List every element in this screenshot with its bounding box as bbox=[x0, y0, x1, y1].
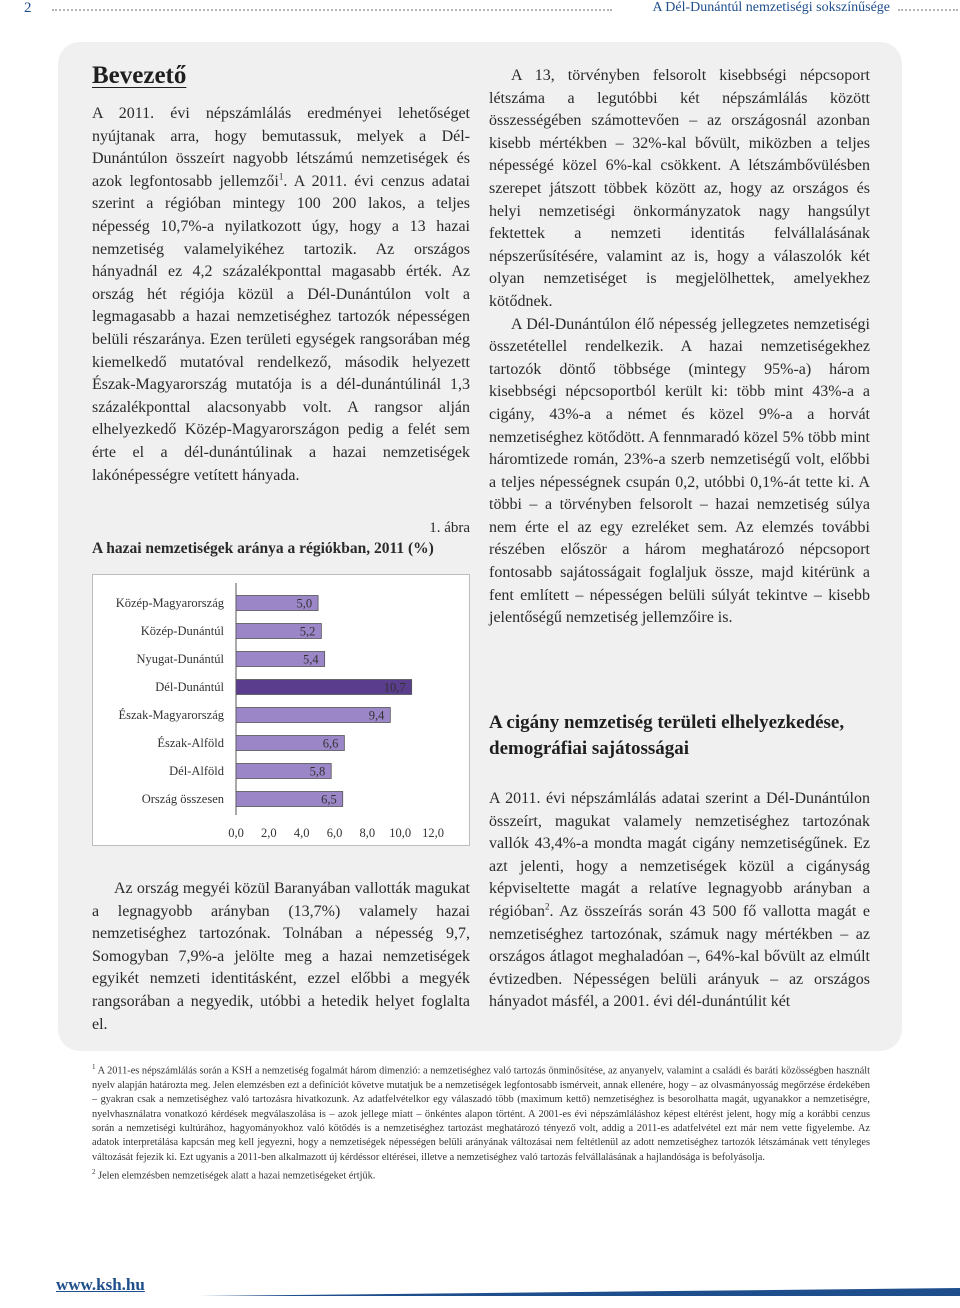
data-value-label: 5,0 bbox=[296, 596, 313, 611]
data-bar bbox=[236, 708, 390, 723]
roma-text-b: . Az összeírás során 43 500 fő vallotta magát e nemzetiséghez tartozónak, számuk nagy mértékben – az országos átlagot meghaladóan –, 64%-kal bővült az elmúlt évtizedben. Népességen belüli arányuk – az országos hányadot másfél, a 2001. évi dél-dunántúlit két bbox=[489, 902, 870, 1011]
data-value-label: 5,4 bbox=[303, 652, 319, 667]
footnote-2 bbox=[92, 1165, 870, 1184]
category-label: Nyugat-Dunántúl bbox=[136, 652, 224, 666]
footnote-1-mark: 1 bbox=[92, 1063, 96, 1071]
footnote-ref-2[interactable]: 2 bbox=[544, 901, 550, 912]
category-label: Dél-Alföld bbox=[169, 764, 224, 778]
counties-paragraph: Az ország megyéi közül Baranyában vallották magukat a legnagyobb arányban (13,7%) valamely hazai nemzetiséghez tartozónak. Tolnában a népesség 9,7, Somogyban 7,9%-a jelölte meg a hazai nemzetiségek egyikét nemzeti identitásként, ezzel előbbi a megyék rangsorában a negyedik, utóbbi a hetedik helyet foglalta el. bbox=[92, 880, 470, 1033]
data-value-label: 5,8 bbox=[309, 764, 326, 779]
x-tick-label: 6,0 bbox=[326, 826, 343, 840]
header-dotted-rule-right bbox=[898, 9, 958, 11]
x-tick-label: 12,0 bbox=[422, 826, 444, 840]
footer-decorative-bar bbox=[200, 1288, 960, 1296]
category-label: Észak-Magyarország bbox=[118, 708, 224, 722]
roma-text-a: A 2011. évi népszámlálás adatai szerint a Dél-Dunántúlon összeírt, magukat valamely nemzetiséghez tartozónak vallók 43,4%-a mondta magát cigány nemzetiségűnek. Ez azt jelenti, hogy a nemzetiségek közül a cigányság képviseltette magát a relatíve legnagyobb arányban a régióban bbox=[489, 790, 870, 920]
figure-number: 1. ábra bbox=[429, 520, 470, 536]
x-tick-label: 10,0 bbox=[389, 826, 412, 840]
page-number: 2 bbox=[24, 0, 32, 16]
intro-paragraph bbox=[92, 103, 470, 487]
ksh-website-link[interactable]: www.ksh.hu bbox=[56, 1275, 145, 1294]
x-tick-label: 0,0 bbox=[228, 826, 244, 840]
category-label: Dél-Dunántúl bbox=[155, 680, 224, 694]
footnote-2-text: Jelen elemzésben nemzetiségek alatt a hazai nemzetiségeket értjük. bbox=[98, 1170, 376, 1182]
data-value-label: 10,7 bbox=[383, 680, 406, 695]
bar-chart bbox=[92, 574, 470, 846]
footnote-1 bbox=[92, 1060, 870, 1165]
category-label: Ország összesen bbox=[141, 792, 224, 806]
category-label: Közép-Dunántúl bbox=[140, 624, 224, 638]
bar-chart-svg bbox=[93, 575, 469, 845]
header-dotted-rule-left bbox=[52, 9, 612, 11]
footnote-2-mark: 2 bbox=[92, 1168, 96, 1177]
left-column-counties bbox=[92, 878, 470, 1036]
data-value-label: 6,5 bbox=[321, 792, 337, 807]
footnote-1-text: A 2011-es népszámlálás során a KSH a nemzetiség fogalmát három dimenzió: a nemzetiséghez való tartozás önminősítése, az anyanyelv, valamint a családi és baráti közösségben használt nyelv alapján határozta meg. Jelen elemzésben ezt a definíciót követve mutatjuk be a nemzetiségek legfontosabb ismérveit, annak ellenére, hogy – az olvasmányosság megőrzése érdekében – gyakran csak a nemzetiséghez való tartozásra hivatkozunk. Az adatfelvételkor egy válaszadó több (maximum kettő) nemzetiséghez is besorolhatta magát, ugyanakkor a nemzetiségre, nyelvhasználatra vonatkozó kérdések megválaszolása is – azok jellege miatt – önkéntes alapon történt. A 2001-es évi népszámláláshoz képest eltérést jelent, hogy míg a korábbi cenzus során a nemzetiségi kultúrához, hagyományokhoz való kötődés is a nemzetiséghez tartozást meghatározó tényező volt, addig a 2011-es adatfelvétel ezt már nem vette figyelembe. Az adatok interpretálása kapcsán meg kell jegyezni, hogy a nemzetiségek népességen belüli arányának változásai nem feltétlenül az adott nemzetiséghez tartozók létszámának vett tényleges változását fejezik ki. Ezt ugyanis a 2011-ben alkalmazott új kérdéssor eltérései, illetve a nemzetiséghez való tartozás felvállalásának a hajlandósága is befolyásolja. bbox=[92, 1065, 870, 1163]
section-heading-roma: A cigány nemzetiség területi elhelyezkedése, demográfiai sajátosságai bbox=[489, 712, 845, 759]
data-value-label: 9,4 bbox=[368, 708, 385, 723]
footnote-ref-1[interactable]: 1 bbox=[278, 171, 284, 182]
right-column-roma bbox=[489, 788, 870, 1014]
data-value-label: 5,2 bbox=[299, 624, 316, 639]
x-tick-label: 4,0 bbox=[293, 826, 310, 840]
section-heading-roma-block bbox=[489, 710, 870, 762]
intro-text-b: . A 2011. évi cenzus adatai szerint a régióban mintegy 100 200 lakos, a teljes népesség 10,7%-a nyilatkozott úgy, hogy a 13 hazai nemzetiség valamelyikéhez tartozik. Az országos hányadnál ez 4,2 százalékponttal magasabb érték. Az ország hét régiója közül a Dél-Dunántúlon volt a legmagasabb a hazai nemzetiséghez tartozók népességen belüli részaránya. Ezen területi egységek rangsorában még kiemelkedő mutatóval rendelkező, második helyezett Észak-Magyarország mutatója is a dél-dunántúlinál 1,3 százalékponttal alacsonyabb volt. A rangsor alján elhelyezkedő Közép-Magyarországon pedig a felét sem érte el a dél-dunántúlinak a hazai nemzetiségek lakónépességre vetített hányada. bbox=[92, 172, 470, 484]
section-heading-intro: Bevezető bbox=[92, 62, 187, 89]
composition-paragraph: A Dél-Dunántúlon élő népesség jellegzetes nemzetiségi összetétellel rendelkezik. A hazai nemzetiségekhez tartozók döntő többsége (mintegy 95%-a) három kisebbségi népcsoportból került ki: több mint 43%-a a cigány, 43%-a a német és közel 9%-a a horvát nemzetiséghez kötődött. A fennmaradó közel 5% több mint háromtizede román, 23%-a szerb nemzetiségű volt, előbbi a teljes népességnek csupán 0,2, utóbbi 0,1%-át tette ki. A többi – a törvényben felsorolt – hazai nemzetiség súlya nem érte el az egy ezreléket sem. Az elemzés további részében először a három meghatározó népcsoport fontosabb sajátosságait foglaljuk össze, majd kitérünk a fent említett – népességen belüli súlyát tekintve – kisebb jelentőségű nemzetiség jellemzőire is. bbox=[489, 315, 870, 627]
growth-paragraph: A 13, törvényben felsorolt kisebbségi népcsoport létszáma a legutóbbi két népszámlálás között összességében számottevően – az országosnál azonban kisebb mértékben – 32%-kal bővült, miközben a teljes népességé közel 6%-kal csökkent. A létszámbővülésben szerepet játszott többek között az, hogy az országos és helyi nemzetiségi önkormányzatok nagy hangsúlyt fektettek a nemzeti identitás felvállalásának népszerűsítésére, valamint az is, hogy a válaszolók két olyan nemzetiséget is megjelölhettek, amelyekhez kötődnek. bbox=[489, 67, 870, 310]
x-tick-label: 2,0 bbox=[261, 826, 277, 840]
category-label: Észak-Alföld bbox=[157, 736, 224, 750]
data-value-label: 6,6 bbox=[322, 736, 339, 751]
roma-paragraph bbox=[489, 788, 870, 1014]
x-tick-label: 8,0 bbox=[359, 826, 376, 840]
right-column-top bbox=[489, 65, 870, 630]
running-title: A Dél-Dunántúl nemzetiségi sokszínűsége bbox=[652, 0, 890, 15]
figure-title: A hazai nemzetiségek aránya a régiókban, 2011 (%) bbox=[92, 540, 434, 557]
page-header bbox=[0, 0, 960, 20]
footnotes bbox=[92, 1060, 870, 1184]
category-label: Közép-Magyarország bbox=[115, 596, 224, 610]
intro-text-a: A 2011. évi népszámlálás eredményei lehetőséget nyújtanak arra, hogy bemutassuk, melyek a Dél-Dunántúlon összeírt nagyobb létszámú nemzetiségek és azok legfontosabb jellemzői bbox=[92, 105, 470, 190]
left-column-intro bbox=[92, 61, 470, 487]
